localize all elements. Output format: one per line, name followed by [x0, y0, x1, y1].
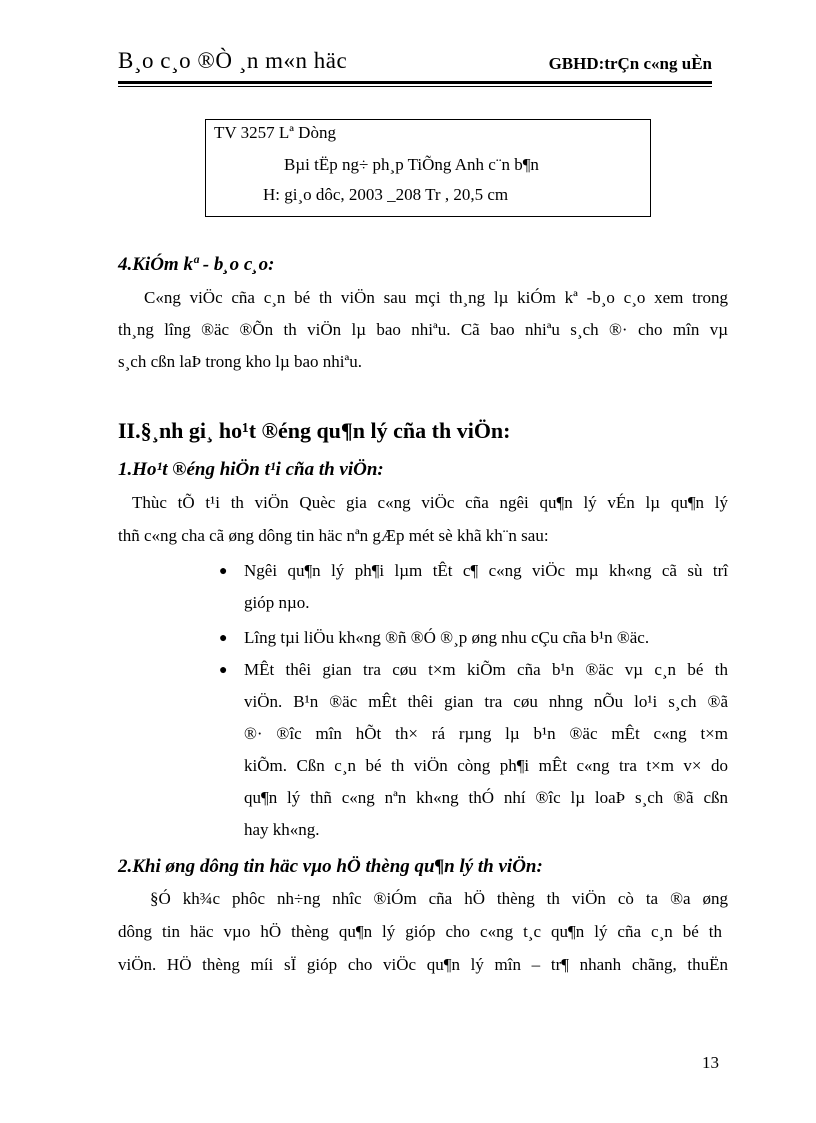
paragraph-line: th¸ng lîng ®äc ®Õn th viÖn lµ bao nhiªu. Cã bao nhiªu s¸ch ®· cho mîn vµ — [118, 320, 728, 339]
bullet-line: hay kh«ng. — [244, 820, 320, 839]
bullet-line: ®· ®îc mîn hÕt th× rá rµng lµ b¹n ®äc mÊt c«ng t×m — [244, 724, 728, 743]
paragraph-line: C«ng viÖc cña c¸n bé th viÖn sau mçi th¸ng lµ kiÓm kª -b¸o c¸o xem trong — [144, 288, 728, 307]
bullet-line: qu¶n lý thñ c«ng nªn kh«ng thÓ nhí ®îc lµ loaÞ s¸ch ®ã cßn — [244, 788, 728, 807]
bullet-line: viÖn. B¹n ®äc mÊt thêi gian tra cøu nhng nÕu lo¹i s¸ch ®ã — [244, 692, 728, 711]
report-title: B¸o c¸o ®Ò ¸n m«n häc — [118, 48, 348, 73]
paragraph-line: viÖn. HÖ thèng míi sÏ gióp cho viÖc qu¶n lý mîn – tr¶ nhanh chãng, thuËn — [118, 955, 728, 974]
catalog-entry-box — [205, 119, 651, 217]
page-header — [118, 48, 712, 78]
bullet-icon: ● — [219, 663, 228, 678]
paragraph-line: thñ c«ng cha cã øng dông tin häc nªn gÆp mét sè khã kh¨n sau: — [118, 526, 549, 545]
section-ii-heading: II.§¸nh gi¸ ho¹t ®éng qu¶n lý cña th viÖn: — [118, 418, 511, 443]
paragraph-line: Thùc tÕ t¹i th viÖn Quèc gia c«ng viÖc cña ngêi qu¶n lý vÉn lµ qu¶n lý — [132, 493, 728, 512]
section-4-heading: 4.KiÓm kª - b¸o c¸o: — [118, 254, 275, 275]
bullet-line: Lîng tµi liÖu kh«ng ®ñ ®Ó ®¸p øng nhu cÇu cña b¹n ®äc. — [244, 628, 650, 647]
header-rule-thin — [118, 86, 712, 87]
header-rule-thick — [118, 81, 712, 84]
bullet-icon: ● — [219, 631, 228, 646]
page-number: 13 — [702, 1053, 719, 1072]
catalog-line-3: H: gi¸o dôc, 2003 _208 Tr , 20,5 cm — [263, 185, 509, 204]
paragraph-line: s¸ch cßn laÞ trong kho lµ bao nhiªu. — [118, 352, 362, 371]
catalog-line-1: TV 3257 Lª Dòng — [214, 123, 336, 142]
bullet-icon: ● — [219, 564, 228, 579]
bullet-line: MÊt thêi gian tra cøu t×m kiÕm cña b¹n ®äc vµ c¸n bé th — [244, 660, 728, 679]
bullet-line: gióp nµo. — [244, 593, 310, 612]
paragraph-line: §Ó kh¾c phôc nh÷ng nhîc ®iÓm cña hÖ thèng th viÖn cò ta ®a øng — [150, 889, 728, 908]
bullet-line: kiÕm. Cßn c¸n bé th viÖn còng ph¶i mÊt c«ng tra t×m v× do — [244, 756, 728, 775]
subsection-1-heading: 1.Ho¹t ®éng hiÖn t¹i cña th viÖn: — [118, 459, 384, 480]
bullet-line: Ngêi qu¶n lý ph¶i lµm tÊt c¶ c«ng viÖc mµ kh«ng cã sù trî — [244, 561, 728, 580]
paragraph-line: dông tin häc vµo hÖ thèng qu¶n lý gióp cho c«ng t¸c qu¶n lý cña c¸n bé th — [118, 922, 722, 941]
advisor-label: GBHD:trÇn c«ng uÈn — [548, 54, 712, 73]
catalog-line-2: Bµi tËp ng÷ ph¸p TiÕng Anh c¨n b¶n — [284, 155, 539, 174]
subsection-2-heading: 2.Khi øng dông tin häc vµo hÖ thèng qu¶n lý th viÖn: — [118, 856, 543, 877]
